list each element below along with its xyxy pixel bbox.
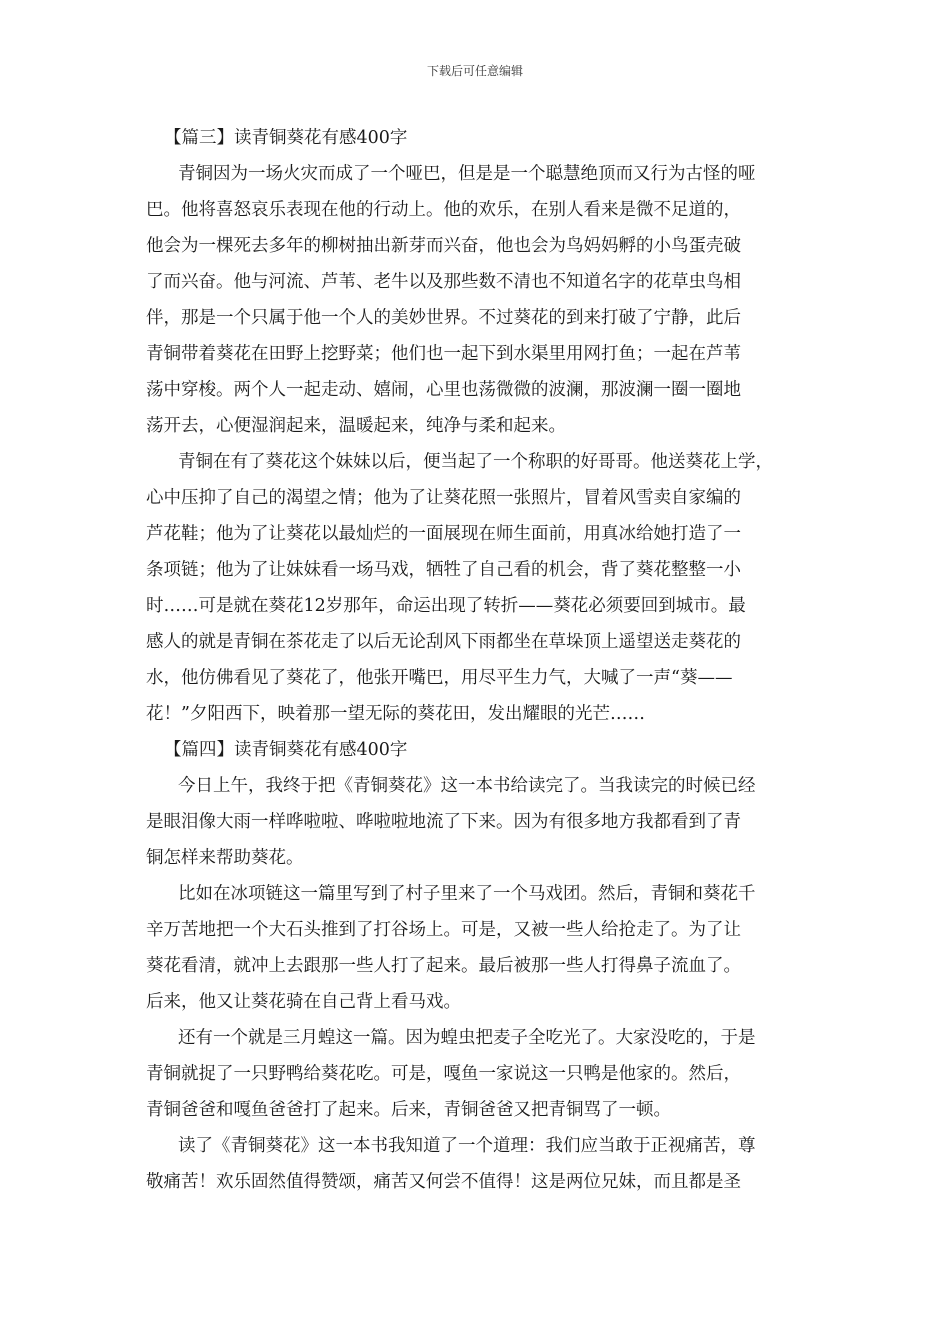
text-line: 青铜因为一场火灾而成了一个哑巴，但是是一个聪慧绝顶而又行为古怪的哑 <box>178 164 756 184</box>
section-heading: 【篇四】读青铜葵花有感400字 <box>164 740 408 760</box>
text-line: 读了《青铜葵花》这一本书我知道了一个道理：我们应当敢于正视痛苦，尊 <box>178 1136 756 1156</box>
text-line: 青铜在有了葵花这个妹妹以后，便当起了一个称职的好哥哥。他送葵花上学， <box>178 452 773 472</box>
text-line: 他会为一棵死去多年的柳树抽出新芽而兴奋，他也会为鸟妈妈孵的小鸟蛋壳破 <box>146 236 741 256</box>
text-line: 伴，那是一个只属于他一个人的美妙世界。不过葵花的到来打破了宁静，此后 <box>146 308 741 328</box>
text-line: 巴。他将喜怒哀乐表现在他的行动上。他的欢乐，在别人看来是微不足道的， <box>146 200 741 220</box>
text-line: 荡中穿梭。两个人一起走动、嬉闹，心里也荡微微的波澜，那波澜一圈一圈地 <box>146 380 741 400</box>
text-line: 还有一个就是三月蝗这一篇。因为蝗虫把麦子全吃光了。大家没吃的，于是 <box>178 1028 756 1048</box>
text-line: 了而兴奋。他与河流、芦苇、老牛以及那些数不清也不知道名字的花草虫鸟相 <box>146 272 741 292</box>
text-line: 条项链；他为了让妹妹看一场马戏，牺牲了自己看的机会，背了葵花整整一小 <box>146 560 741 580</box>
text-line: 青铜爸爸和嘎鱼爸爸打了起来。后来，青铜爸爸又把青铜骂了一顿。 <box>146 1100 671 1120</box>
text-line: 葵花看清，就冲上去跟那一些人打了起来。最后被那一些人打得鼻子流血了。 <box>146 956 741 976</box>
text-line: 荡开去，心便湿润起来，温暖起来，纯净与柔和起来。 <box>146 416 566 436</box>
text-line: 芦花鞋；他为了让葵花以最灿烂的一面展现在师生面前，用真冰给她打造了一 <box>146 524 741 544</box>
text-line: 时……可是就在葵花12岁那年，命运出现了转折——葵花必须要回到城市。最 <box>146 596 746 616</box>
text-line: 水，他仿佛看见了葵花了，他张开嘴巴，用尽平生力气，大喊了一声“葵—— <box>146 668 733 688</box>
section-heading: 【篇三】读青铜葵花有感400字 <box>164 128 408 148</box>
text-line: 心中压抑了自己的渴望之情；他为了让葵花照一张照片，冒着风雪卖自家编的 <box>146 488 741 508</box>
text-line: 感人的就是青铜在茶花走了以后无论刮风下雨都坐在草垛顶上遥望送走葵花的 <box>146 632 741 652</box>
text-line: 花！”夕阳西下，映着那一望无际的葵花田，发出耀眼的光芒…… <box>146 704 645 724</box>
text-line: 是眼泪像大雨一样哗啦啦、哗啦啦地流了下来。因为有很多地方我都看到了青 <box>146 812 741 832</box>
text-line: 后来，他又让葵花骑在自己背上看马戏。 <box>146 992 461 1012</box>
text-line: 辛万苦地把一个大石头推到了打谷场上。可是，又被一些人给抢走了。为了让 <box>146 920 741 940</box>
document-body <box>146 120 810 1200</box>
text-line: 青铜就捉了一只野鸭给葵花吃。可是，嘎鱼一家说这一只鸭是他家的。然后， <box>146 1064 741 1084</box>
text-line: 铜怎样来帮助葵花。 <box>146 848 304 868</box>
text-line: 今日上午，我终于把《青铜葵花》这一本书给读完了。当我读完的时候已经 <box>178 776 756 796</box>
text-line: 青铜带着葵花在田野上挖野菜；他们也一起下到水渠里用网打鱼；一起在芦苇 <box>146 344 741 364</box>
text-line: 比如在冰项链这一篇里写到了村子里来了一个马戏团。然后，青铜和葵花千 <box>178 884 756 904</box>
page-header: 下载后可任意编辑 <box>426 64 523 78</box>
text-line: 敬痛苦！欢乐固然值得赞颂，痛苦又何尝不值得！这是两位兄妹，而且都是圣 <box>146 1172 741 1192</box>
